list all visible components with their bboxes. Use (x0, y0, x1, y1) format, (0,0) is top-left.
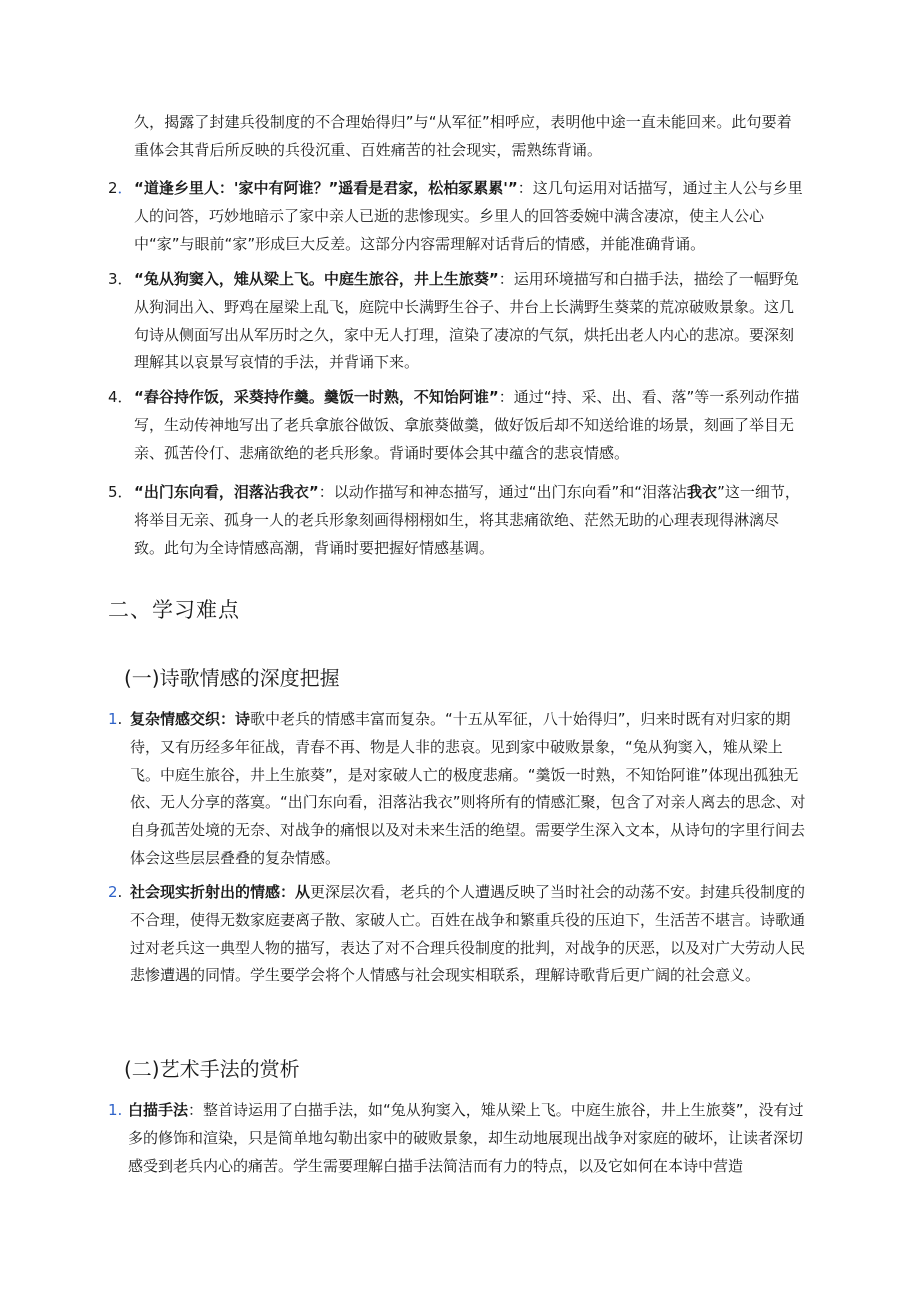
list-number: 2. (108, 883, 123, 901)
quote-lead: “兔从狗窦入，雉从梁上飞。中庭生旅谷，井上生旅葵” (134, 270, 499, 288)
list-item-body (130, 879, 808, 990)
list-item-2 (108, 175, 808, 258)
list-item-3 (108, 266, 808, 377)
quote-analysis-b: ”这一细节，将举目无亲、孤身一人的老兵形象刻画得栩栩如生，将其悲痛欲绝、茫然无助的心理表现得淋漓尽致。此句为全诗情感高潮，背诵时要把握好情感基调。 (134, 483, 800, 557)
section-title: 二、学习难点 (108, 598, 240, 622)
list-number: 1. (108, 710, 123, 728)
technique-item-1 (108, 1097, 808, 1180)
intro-paragraph (134, 109, 806, 165)
quote-analysis-a: ：以动作描写和神态描写，通过“出门东向看”和“泪落沾 (318, 483, 688, 501)
item-lead: 复杂情感交织：诗 (130, 710, 251, 728)
list-number: 4． (108, 388, 133, 406)
quote-analysis: ：通过“持、采、出、看、落”等一系列动作描写，生动传神地写出了老兵拿旅谷做饭、拿旅葵做羹，做好饭后却不知送给谁的场景，刻画了举目无亲、孤苦伶仃、悲痛欲绝的老兵形象。背诵时要体会其中蕴含的悲哀情感。 (134, 388, 800, 462)
difficulty-item-2 (108, 879, 808, 990)
item-text: 更深层次看，老兵的个人遭遇反映了当时社会的动荡不安。封建兵役制度的不合理，使得无数家庭妻离子散、家破人亡。百姓在战争和繁重兵役的压迫下，生活苦不堪言。诗歌通过对老兵这一典型人物的描写，表达了对不合理兵役制度的批判，对战争的厌恶，以及对广大劳动人民悲惨遭遇的同情。学生要学会将个人情感与社会现实相联系，理解诗歌背后更广阔的社会意义。 (130, 883, 806, 985)
subsection-title-1: (一)诗歌情感的深度把握 (124, 666, 340, 690)
quote-analysis: ：这几句运用对话描写，通过主人公与乡里人的问答，巧妙地暗示了家中亲人已逝的悲惨现实。乡里人的回答委婉中满含凄凉，使主人公心中“家”与眼前“家”形成巨大反差。这部分内容需理解对话背后的情感，并能准确背诵。 (134, 179, 803, 253)
list-number: 1. (108, 1101, 123, 1119)
list-item-body (128, 1097, 808, 1180)
intro-text: 久，揭露了封建兵役制度的不合理始得归”与“从军征”相呼应，表明他中途一直未能回来。此句要着重体会其背后所反映的兵役沉重、百姓痛苦的社会现实，需熟练背诵。 (134, 113, 792, 159)
list-number: 2． (108, 179, 133, 197)
list-number: 5． (108, 483, 133, 501)
list-item-body (134, 175, 808, 258)
list-item-body (134, 266, 808, 377)
item-text: 歌中老兵的情感丰富而复杂。“十五从军征，八十始得归”，归来时既有对归家的期待，又有历经多年征战，青春不再、物是人非的悲哀。见到家中破败景象，“兔从狗窦入，雉从梁上飞。中庭生旅谷，井上生旅葵”，是对家破人亡的极度悲痛。“羹饭一时熟，不知饴阿谁”体现出孤独无依、无人分享的落寞。“出门东向看，泪落沾我衣”则将所有的情感汇聚，包含了对亲人离去的思念、对自身孤苦处境的无奈、对战争的痛恨以及对未来生活的绝望。需要学生深入文本，从诗句的字里行间去体会这些层层叠叠的复杂情感。 (130, 710, 806, 867)
quote-analysis-bold: 我衣 (687, 483, 718, 501)
quote-analysis: ：运用环境描写和白描手法，描绘了一幅野兔从狗洞出入、野鸡在屋梁上乱飞，庭院中长满野生谷子、井台上长满野生葵菜的荒凉破败景象。这几句诗从侧面写出从军历时之久，家中无人打理，渲染了凄凉的气氛，烘托出老人内心的悲凉。要深刻理解其以哀景写哀情的手法，并背诵下来。 (134, 270, 799, 372)
list-item-4 (108, 384, 808, 467)
item-lead: 白描手法 (128, 1101, 189, 1119)
list-item-5 (108, 479, 808, 562)
item-lead: 社会现实折射出的情感：从 (130, 883, 311, 901)
difficulty-item-1 (108, 706, 808, 873)
quote-lead: “舂谷持作饭，采葵持作羹。羹饭一时熟，不知饴阿谁” (134, 388, 499, 406)
quote-lead: “出门东向看，泪落沾我衣” (134, 483, 319, 501)
list-number: 3． (108, 270, 133, 288)
list-item-body (134, 384, 808, 467)
quote-lead: “道逢乡里人：'家中有阿谁？”遥看是君家，松柏冢累累'” (134, 179, 518, 197)
subsection-title-2: (二)艺术手法的赏析 (124, 1057, 300, 1081)
list-item-body (130, 706, 808, 873)
list-item-body (134, 479, 808, 562)
item-text: ：整首诗运用了白描手法，如“兔从狗窦入，雉从梁上飞。中庭生旅谷，井上生旅葵”，没有过多的修饰和渲染，只是简单地勾勒出家中的破败景象，却生动地展现出战争对家庭的破坏，让读者深切感受到老兵内心的痛苦。学生需要理解白描手法简洁而有力的特点，以及它如何在本诗中营造 (128, 1101, 804, 1175)
